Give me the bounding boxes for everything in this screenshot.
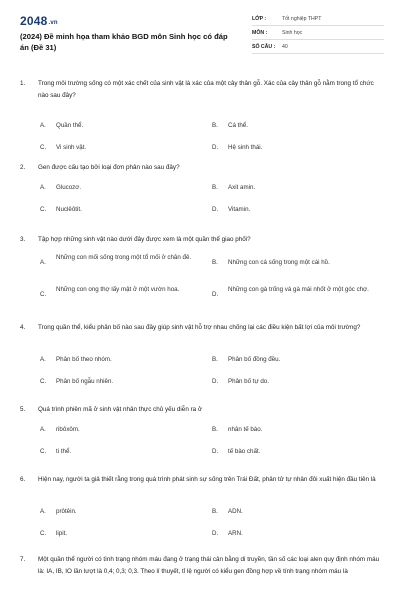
meta-row-count (252, 40, 384, 54)
document-header (0, 0, 400, 60)
question-text: Trong môi trường sống có một xác chết của sinh vật là xác của một cây thân gỗ. Xác của cây thân gỗ nằm trong tổ chức nào sau đây? (38, 80, 374, 99)
meta-label: SỐ CÂU : (252, 43, 276, 50)
question-number: 5. (20, 406, 26, 413)
site-logo[interactable]: 2048.vn (20, 14, 58, 28)
meta-row-class (252, 12, 384, 26)
question-number: 4. (20, 324, 26, 331)
meta-value: Sinh học (282, 29, 303, 36)
meta-value: Tốt nghiệp THPT (282, 15, 322, 22)
document-meta (252, 12, 384, 54)
meta-value: 40 (282, 43, 288, 50)
question-text: Hiện nay, người ta giả thiết rằng trong quá trình phát sinh sự sống trên Trái Đất, phân tử tự nhân đôi xuất hiện đầu tiên là (38, 476, 376, 483)
question-text: Một quần thể người có tình trạng nhóm máu đang ở trạng thái cân bằng di truyền, tần số các loại alen quy định nhóm máu là: IA, IB, IO lần lượt là 0,4; 0,3; 0,3. Theo lí thuyết, tỉ lệ người có kiểu gen đồng hợp về tính trạng nhóm máu là (38, 556, 380, 575)
question-number: 3. (20, 236, 26, 243)
question-text: Gen được cấu tạo bởi loại đơn phân nào sau đây? (38, 164, 180, 171)
document-title: (2024) Đề minh họa tham khảo BGD môn Sinh học có đáp án (Đề 31) (20, 32, 228, 52)
meta-row-subject (252, 26, 384, 40)
question-text: Quá trình phiên mã ở sinh vật nhân thực chủ yếu diễn ra ở (38, 406, 203, 413)
meta-label: LỚP : (252, 15, 267, 22)
question-text: Tập hợp những sinh vật nào dưới đây được xem là một quần thể giao phối? (38, 236, 251, 243)
meta-label: MÔN : (252, 29, 268, 36)
question-number: 1. (20, 80, 26, 87)
question-text: Trong quần thể, kiểu phân bố nào sau đây giúp sinh vật hỗ trợ nhau chống lại các điều kiện bất lợi của môi trường? (38, 324, 361, 331)
question-number: 7. (20, 556, 26, 563)
question-number: 6. (20, 476, 26, 483)
question-number: 2. (20, 164, 26, 171)
